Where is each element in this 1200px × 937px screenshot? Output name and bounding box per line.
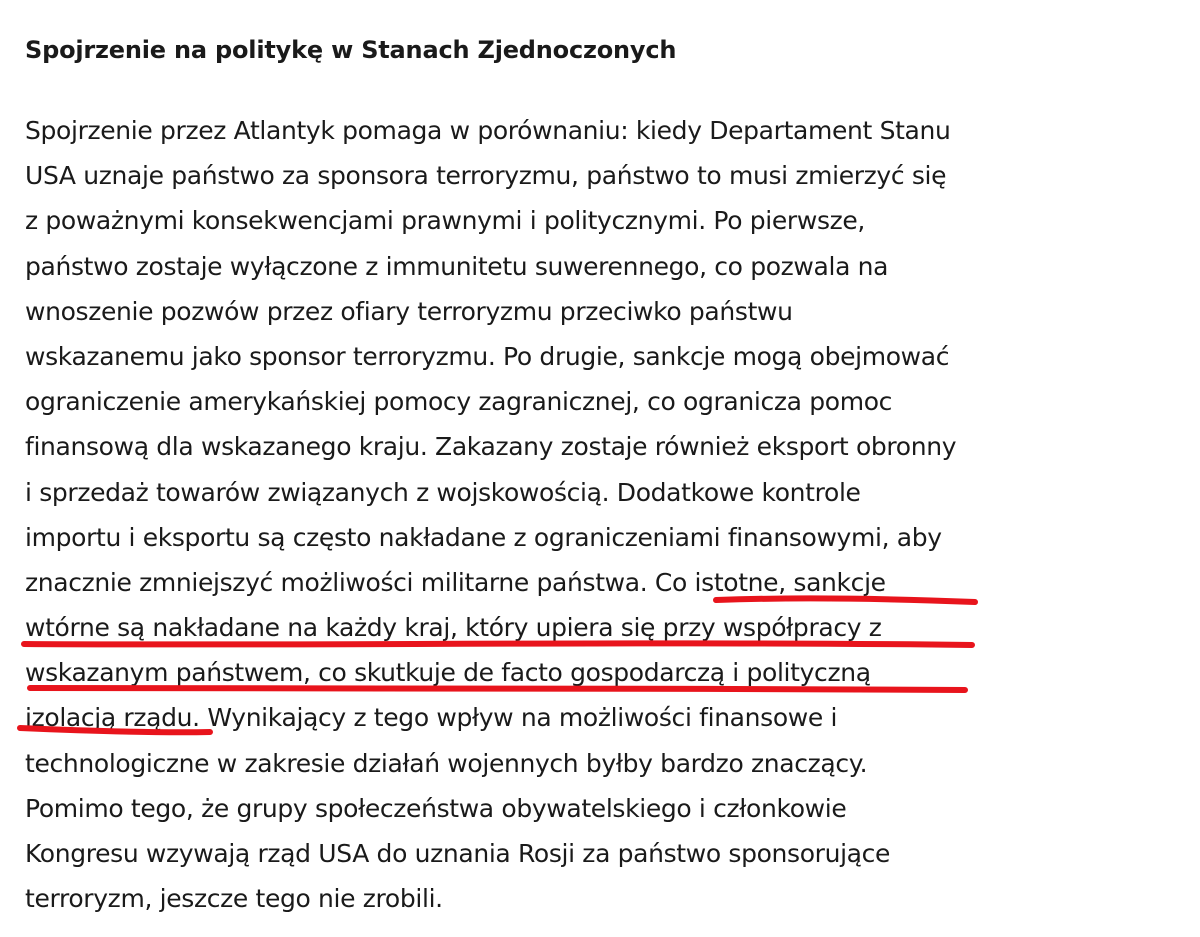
article-title: Spojrzenie na politykę w Stanach Zjednoczonych — [25, 36, 677, 64]
paragraph-line: z poważnymi konsekwencjami prawnymi i politycznymi. Po pierwsze, — [25, 206, 866, 236]
paragraph-line: Spojrzenie przez Atlantyk pomaga w porównaniu: kiedy Departament Stanu — [25, 116, 951, 145]
paragraph-line: wnoszenie pozwów przez ofiary terroryzmu przeciwko państwu — [25, 296, 793, 326]
paragraph-line: USA uznaje państwo za sponsora terroryzmu, państwo to musi zmierzyć się — [25, 161, 947, 191]
paragraph-line: importu i eksportu są często nakładane z ograniczeniami finansowymi, aby — [25, 522, 942, 552]
paragraph-line: technologiczne w zakresie działań wojennych byłby bardzo znaczący. — [25, 748, 868, 778]
paragraph-line: wskazanemu jako sponsor terroryzmu. Po drugie, sankcje mogą obejmować — [25, 341, 950, 371]
paragraph-line: i sprzedaż towarów związanych z wojskowością. Dodatkowe kontrole — [25, 477, 861, 507]
paragraph-line: terroryzm, jeszcze tego nie zrobili. — [25, 884, 443, 914]
article-body — [25, 108, 1085, 921]
paragraph-line: izolacją rządu. Wynikający z tego wpływ na możliwości finansowe i — [25, 703, 838, 733]
paragraph-line: finansową dla wskazanego kraju. Zakazany zostaje również eksport obronny — [25, 432, 957, 462]
paragraph-line: Pomimo tego, że grupy społeczeństwa obywatelskiego i członkowie — [25, 793, 847, 823]
paragraph-line: wskazanym państwem, co skutkuje de facto gospodarczą i polityczną — [25, 658, 871, 688]
paragraph-line: wtórne są nakładane na każdy kraj, który upiera się przy współpracy z — [25, 613, 882, 643]
paragraph-line: ograniczenie amerykańskiej pomocy zagranicznej, co ogranicza pomoc — [25, 387, 893, 417]
article — [25, 28, 1085, 914]
paragraph-line: Kongresu wzywają rząd USA do uznania Rosji za państwo sponsorujące — [25, 839, 891, 868]
paragraph-line: znacznie zmniejszyć możliwości militarne państwa. Co istotne, sankcje — [25, 567, 886, 597]
paragraph-line: państwo zostaje wyłączone z immunitetu suwerennego, co pozwala na — [25, 251, 889, 281]
